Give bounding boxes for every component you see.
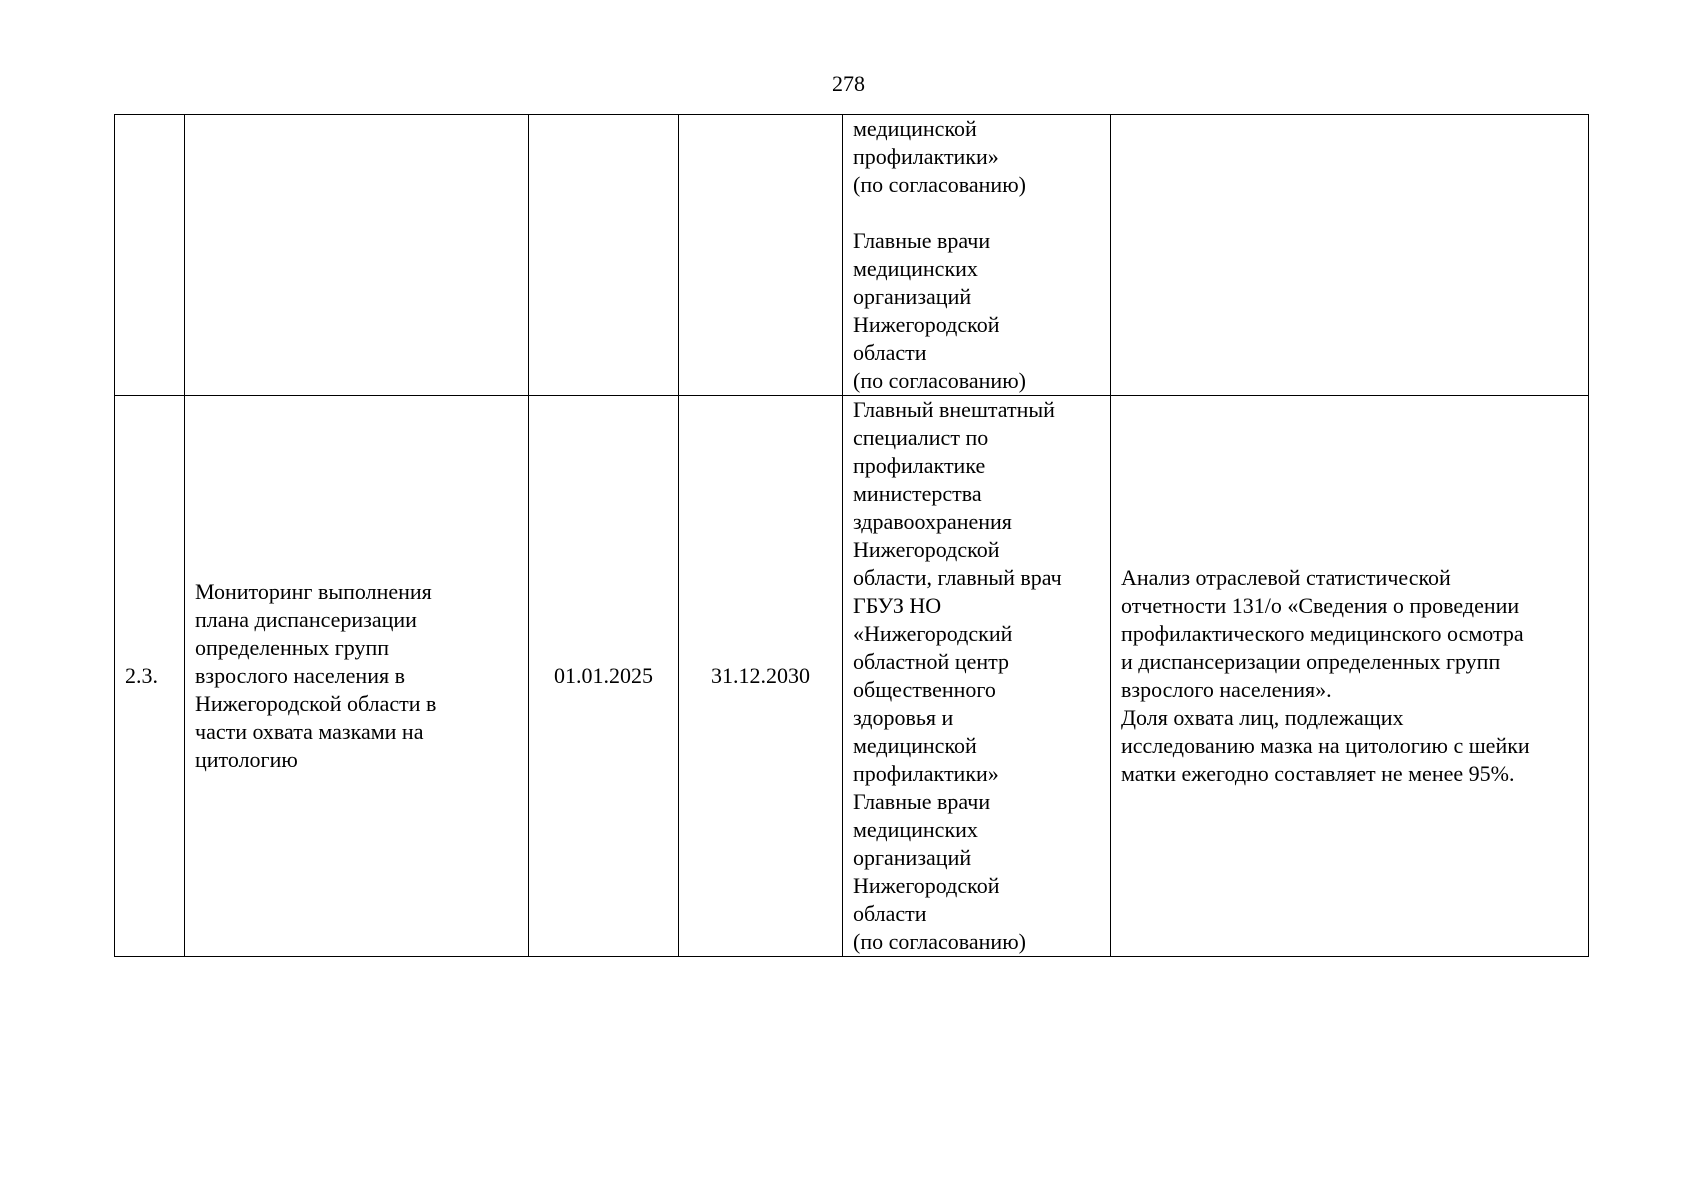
result-line: матки ежегодно составляет не менее 95%. <box>1121 761 1515 786</box>
responsible-line: области, главный врач <box>853 565 1062 590</box>
responsible-line: медицинских <box>853 817 978 842</box>
result-line: Доля охвата лиц, подлежащих <box>1121 705 1404 730</box>
responsible-line: областной центр <box>853 649 1010 674</box>
page-number: 278 <box>832 71 865 96</box>
plan-table <box>114 114 1589 957</box>
responsible-line: Нижегородской <box>853 312 1000 337</box>
table-row <box>115 115 1589 396</box>
event-line: Мониторинг выполнения <box>195 579 432 604</box>
responsible-cell <box>843 396 1111 957</box>
event-cell <box>185 115 529 396</box>
responsible-line: области <box>853 901 927 926</box>
responsible-line: специалист по <box>853 425 989 450</box>
result-line: и диспансеризации определенных групп <box>1121 649 1501 674</box>
start-date: 01.01.2025 <box>554 663 653 688</box>
result-cell <box>1111 115 1589 396</box>
responsible-line: медицинских <box>853 256 978 281</box>
row-number: 2.3. <box>125 663 158 688</box>
responsible-line: ГБУЗ НО <box>853 593 942 618</box>
event-line: определенных групп <box>195 635 390 660</box>
responsible-line: медицинской <box>853 116 977 141</box>
result-line: исследованию мазка на цитологию с шейки <box>1121 733 1530 758</box>
end-date-cell <box>679 115 843 396</box>
result-line: взрослого населения». <box>1121 677 1332 702</box>
responsible-line: Главные врачи <box>853 789 991 814</box>
event-line: части охвата мазками на <box>195 719 424 744</box>
responsible-line: здоровья и <box>853 705 954 730</box>
result-line: Анализ отраслевой статистической <box>1121 565 1451 590</box>
responsible-line: организаций <box>853 284 972 309</box>
responsible-line: Главный внештатный <box>853 397 1055 422</box>
responsible-line: здравоохранения <box>853 509 1012 534</box>
responsible-line: организаций <box>853 845 972 870</box>
table-row <box>115 396 1589 957</box>
responsible-line: (по согласованию) <box>853 929 1026 954</box>
responsible-line: профилактики» <box>853 144 999 169</box>
event-line: Нижегородской области в <box>195 691 437 716</box>
responsible-cell <box>843 115 1111 396</box>
responsible-line: (по согласованию) <box>853 172 1026 197</box>
event-line: взрослого населения в <box>195 663 405 688</box>
row-number-cell <box>115 396 185 957</box>
responsible-line: профилактике <box>853 453 986 478</box>
responsible-line: (по согласованию) <box>853 368 1026 393</box>
responsible-line: Главные врачи <box>853 228 991 253</box>
responsible-line: общественного <box>853 677 996 702</box>
event-cell <box>185 396 529 957</box>
event-line: цитологию <box>195 747 298 772</box>
row-number-cell <box>115 115 185 396</box>
result-cell <box>1111 396 1589 957</box>
spacer <box>853 199 1100 227</box>
responsible-line: министерства <box>853 481 982 506</box>
responsible-line: «Нижегородский <box>853 621 1013 646</box>
start-date-cell <box>529 115 679 396</box>
result-line: отчетности 131/о «Сведения о проведении <box>1121 593 1520 618</box>
responsible-line: области <box>853 340 927 365</box>
end-date-cell <box>679 396 843 957</box>
responsible-line: Нижегородской <box>853 873 1000 898</box>
end-date: 31.12.2030 <box>711 663 810 688</box>
responsible-line: медицинской <box>853 733 977 758</box>
responsible-line: профилактики» <box>853 761 999 786</box>
event-line: плана диспансеризации <box>195 607 417 632</box>
responsible-line: Нижегородской <box>853 537 1000 562</box>
start-date-cell <box>529 396 679 957</box>
result-line: профилактического медицинского осмотра <box>1121 621 1524 646</box>
